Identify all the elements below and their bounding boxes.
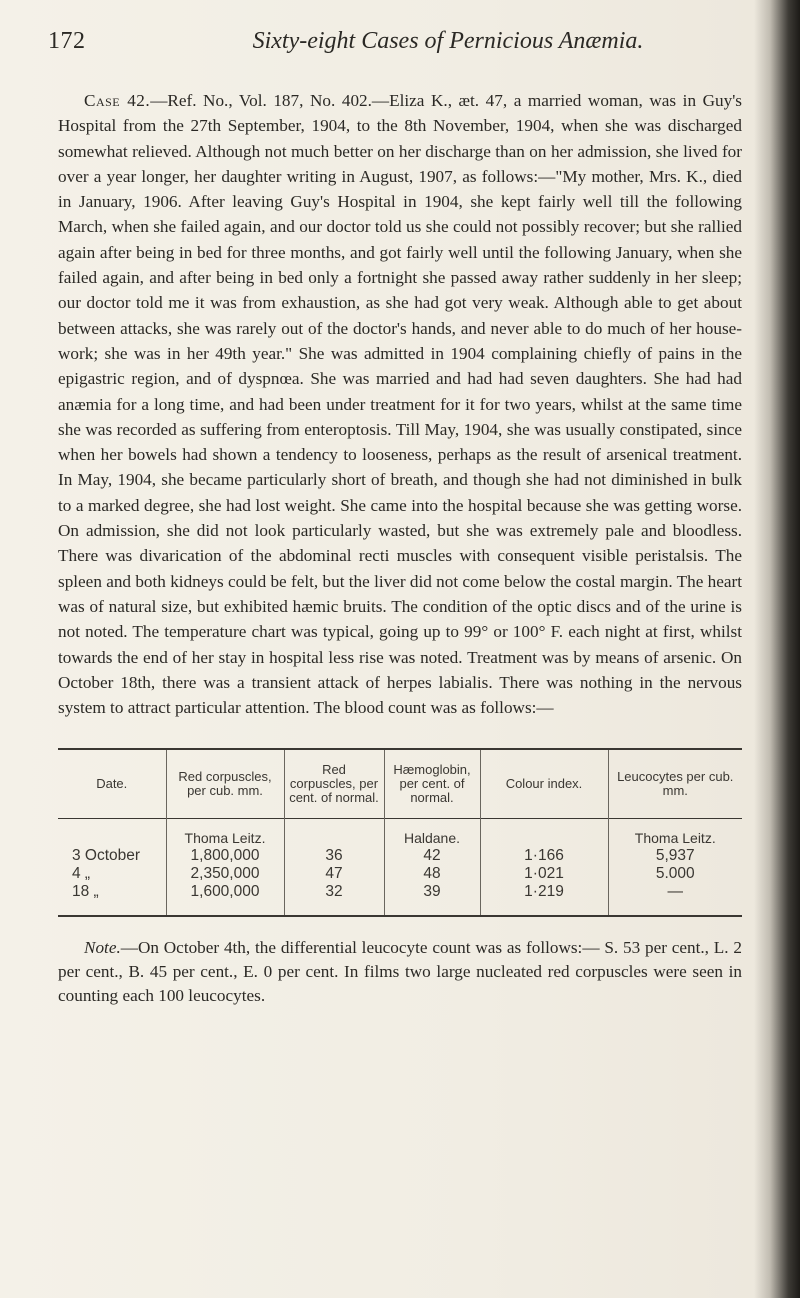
table-row	[58, 847, 742, 865]
note-label: Note.	[84, 938, 121, 957]
table-cell: Haldane.	[384, 819, 480, 848]
table-cell: 1·166	[480, 847, 608, 865]
header-haemoglobin: Hæmoglobin, per cent. of normal.	[384, 749, 480, 819]
table-cell: 42	[384, 847, 480, 865]
table-cell: 4 „	[72, 865, 91, 882]
table-cell	[284, 819, 384, 848]
table-cell: Thoma Leitz.	[166, 819, 284, 848]
table-header-row	[58, 749, 742, 819]
header-date: Date.	[96, 776, 128, 791]
note-text: —On October 4th, the differential leucocyte count was as follows:— S. 53 per cent., L. 2 per cent., B. 45 per cent., E. 0 per cent. In films two large nucleated red corpuscles were seen in counting each 100 leucocytes.	[58, 938, 742, 1005]
blood-count-table	[58, 748, 742, 917]
table-cell	[480, 819, 608, 848]
table-cell: 1,800,000	[166, 847, 284, 865]
table-cell: 1·219	[480, 883, 608, 916]
table-cell	[58, 819, 166, 848]
table-cell: 36	[284, 847, 384, 865]
table-cell: 2,350,000	[166, 865, 284, 883]
case-paragraph	[58, 88, 742, 720]
running-title: Sixty-eight Cases of Pernicious Anæmia.	[252, 28, 644, 54]
table-cell: 1·021	[480, 865, 608, 883]
table-cell: 3 October	[72, 847, 141, 864]
differential-count-note	[58, 936, 742, 1008]
table-cell: 47	[284, 865, 384, 883]
table-cell: —	[608, 883, 742, 916]
case-text: —Ref. No., Vol. 187, No. 402.—Eliza K., æt. 47, a married woman, was in Guy's Hospital from the 27th September, 1904, to the 8th November, 1904, when she was discharged somewhat relieved. Although not much better on her discharge than on her admission, she lived for over a year longer, her daughter writing in August, 1907, as follows:—"My mother, Mrs. K., died in January, 1906. After leaving Guy's Hospital in 1904, she kept fairly well till the following March, when she failed again, and our doctor told us she could not possibly recover; but she rallied again after being in bed for three months, and got fairly well until the following January, when she failed again, and after being in bed only a fortnight she passed away rather suddenly in her sleep; our doctor told me it was from exhaustion, as she had got very weak. Although able to get about between attacks, she was rarely out of the doctor's hands, and never able to do much of her house-work; she was in her 49th year." She was admitted in 1904 complaining chiefly of pains in the epigastric region, and of dyspnœa. She was married and had had seven daughters. She had had anæmia for a long time, and had been under treatment for it for two years, whilst at the same time she was recorded as suffering from enteroptosis. Till May, 1904, she was usually constipated, since when her bowels had shown a tendency to looseness, perhaps as the result of arsenical treatment. In May, 1904, she became particularly short of breath, and though she had not diminished in bulk to a marked degree, she had lost weight. She came into the hospital because she was getting worse. On admission, she did not look particularly wasted, but she was extremely pale and bloodless. There was divarication of the abdominal recti muscles with consequent visible peristalsis. The spleen and both kidneys could be felt, but the liver did not come below the costal margin. The heart was of natural size, but exhibited hæmic bruits. The condition of the optic discs and of the urine is not noted. The temperature chart was typical, going up to 99° or 100° F. each night at first, whilst towards the end of her stay in hospital less rise was noted. Treatment was by means of arsenic. On October 18th, there was a transient attack of herpes labialis. There was nothing in the nervous system to attract particular attention. The blood count was as follows:—	[58, 91, 742, 718]
table-cell: Thoma Leitz.	[608, 819, 742, 848]
header-colour-index: Colour index.	[480, 749, 608, 819]
table-row	[58, 883, 742, 916]
table-cell: 32	[284, 883, 384, 916]
case-label: Case 42.	[84, 91, 151, 110]
table-cell: 48	[384, 865, 480, 883]
table-cell: 5.000	[608, 865, 742, 883]
table-cell: 5,937	[608, 847, 742, 865]
page-binding-edge	[754, 0, 800, 1298]
header-red-percent: Red corpuscles, per cent. of normal.	[284, 749, 384, 819]
table-row	[58, 865, 742, 883]
table-cell: 1,600,000	[166, 883, 284, 916]
table-method-row	[58, 819, 742, 848]
table-cell: 18 „	[72, 883, 99, 900]
table-cell: 39	[384, 883, 480, 916]
page-header	[48, 20, 748, 60]
header-leucocytes: Leucocytes per cub. mm.	[608, 749, 742, 819]
header-red-corpuscles: Red corpuscles, per cub. mm.	[166, 749, 284, 819]
page-number: 172	[48, 28, 86, 54]
